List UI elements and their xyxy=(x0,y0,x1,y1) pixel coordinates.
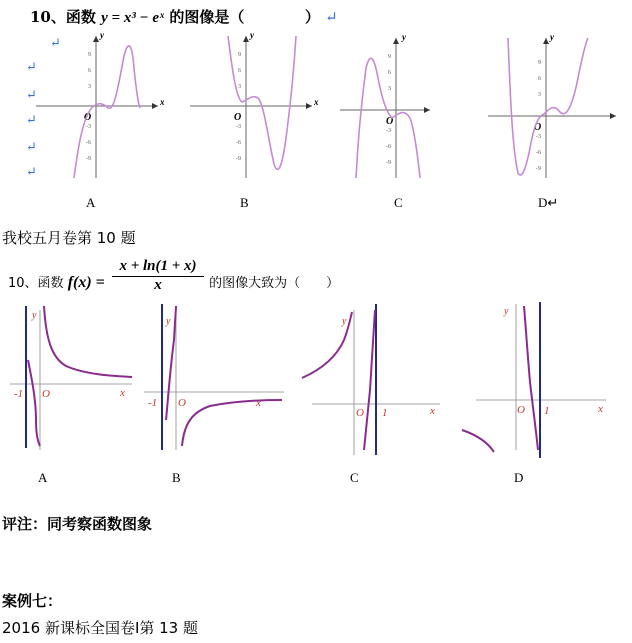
paragraph-mark: ↵ xyxy=(26,140,37,155)
graph-d xyxy=(488,32,616,178)
question-2-graphs xyxy=(0,300,632,465)
tick-label: 3 xyxy=(238,84,241,90)
fraction-numerator: x + ln(1 + x) xyxy=(112,258,204,277)
paragraph-mark: ↵ xyxy=(26,88,37,103)
tick-label: 3 xyxy=(388,86,391,92)
question-1-prefix: 10、函数 xyxy=(30,8,96,26)
asymptote-label: -1 xyxy=(14,388,24,400)
x-label: x xyxy=(598,403,603,415)
tick-label: -9 xyxy=(86,156,91,162)
option-label: A xyxy=(38,470,48,485)
tick-label: 3 xyxy=(538,92,541,98)
y-label: y xyxy=(166,316,171,327)
asymptote-label: -1 xyxy=(148,397,158,409)
option-label: C xyxy=(350,470,359,485)
svg-text:x: x xyxy=(314,97,319,107)
graph-b xyxy=(190,30,319,178)
y-label: y xyxy=(32,310,37,321)
graph-2b xyxy=(144,304,284,450)
paragraph-mark: ↵ xyxy=(26,60,37,75)
question-1-stem xyxy=(30,6,338,27)
tick-label: 6 xyxy=(88,68,91,74)
paragraph-mark: ↵ xyxy=(26,165,37,180)
tick-label: -6 xyxy=(86,140,91,146)
tick-label: 3 xyxy=(88,84,91,90)
tick-label: -9 xyxy=(536,166,541,172)
tick-label: 6 xyxy=(538,76,541,82)
question-1-close: ） xyxy=(304,8,320,26)
svg-text:y: y xyxy=(100,30,104,40)
y-label: y xyxy=(504,306,509,317)
question-2-prefix: 10、函数 xyxy=(8,276,64,291)
graph-c xyxy=(340,32,430,178)
tick-label: 9 xyxy=(388,54,391,60)
x-label: x xyxy=(430,405,435,417)
x-label: x xyxy=(256,397,261,409)
graph-a xyxy=(36,30,165,178)
paragraph-mark: ↵ xyxy=(26,113,37,128)
tick-label: -3 xyxy=(236,124,241,130)
graph-2c xyxy=(302,304,440,455)
asymptote-label: 1 xyxy=(544,405,550,417)
graph-2a xyxy=(10,306,132,450)
tick-label: 9 xyxy=(88,52,91,58)
question-2-function: f(x) = xyxy=(67,274,105,291)
tick-label: 6 xyxy=(238,68,241,74)
question-1-graphs xyxy=(0,28,632,188)
tick-label: -9 xyxy=(236,156,241,162)
origin-label: O xyxy=(356,407,364,419)
case-text: 2016 新课标全国卷Ⅰ第 13 题 xyxy=(2,619,198,637)
fraction-denominator: x xyxy=(154,277,162,293)
y-label: y xyxy=(342,316,347,327)
tick-label: -3 xyxy=(536,134,541,140)
option-label: B xyxy=(240,195,249,210)
comment: 评注：同考察函数图象 xyxy=(2,515,153,533)
option-label: C xyxy=(394,195,403,210)
tick-label: -6 xyxy=(536,150,541,156)
svg-text:O: O xyxy=(234,112,242,123)
question-2-suffix: 的图像大致为（ ） xyxy=(209,276,340,291)
tick-label: -3 xyxy=(386,128,391,134)
tick-label: -9 xyxy=(386,160,391,166)
tick-label: -6 xyxy=(236,140,241,146)
return-mark: ↵ xyxy=(325,8,338,26)
question-2-fraction xyxy=(112,258,204,294)
case-title: 案例七： xyxy=(2,592,63,610)
option-label: D xyxy=(514,470,524,485)
svg-text:O: O xyxy=(386,116,394,127)
tick-label: 9 xyxy=(538,60,541,66)
option-label: D↵ xyxy=(538,195,559,210)
svg-text:y: y xyxy=(550,32,554,42)
origin-label: O xyxy=(517,404,525,416)
option-label: B xyxy=(172,470,181,485)
option-label: A xyxy=(86,195,96,210)
tick-label: -6 xyxy=(386,144,391,150)
source-note: 我校五月卷第 10 题 xyxy=(2,229,136,247)
question-1-suffix: 的图像是（ xyxy=(169,8,245,26)
paragraph-mark: ↵ xyxy=(50,36,61,51)
svg-text:x: x xyxy=(160,97,165,107)
svg-text:O: O xyxy=(534,122,542,133)
svg-text:y: y xyxy=(402,32,406,42)
asymptote-label: 1 xyxy=(382,407,388,419)
origin-label: O xyxy=(42,388,50,400)
tick-label: -3 xyxy=(86,124,91,130)
svg-text:O: O xyxy=(84,112,92,123)
question-1-formula: y = x³ − eˣ xyxy=(101,10,165,26)
x-label: x xyxy=(120,387,125,399)
svg-text:y: y xyxy=(250,30,254,40)
graph-2d xyxy=(462,302,606,458)
tick-label: 6 xyxy=(388,70,391,76)
origin-label: O xyxy=(178,397,186,409)
tick-label: 9 xyxy=(238,52,241,58)
